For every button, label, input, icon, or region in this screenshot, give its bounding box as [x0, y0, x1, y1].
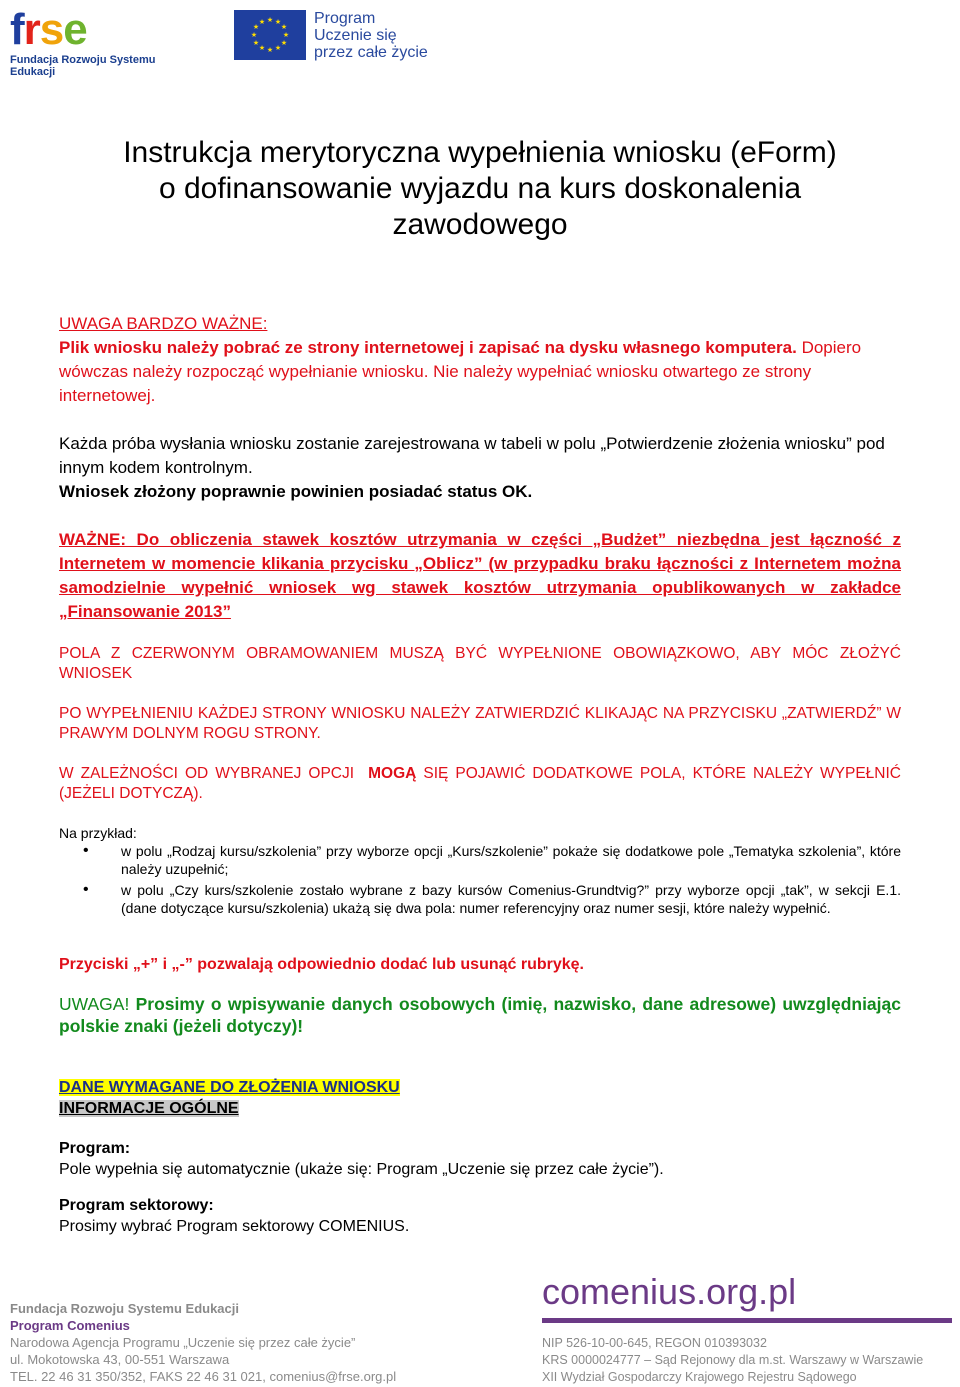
frse-letter-f: f [10, 5, 24, 54]
list-item-text: w polu „Rodzaj kursu/szkolenia” przy wyborze opcji „Kurs/szkolenie” pokaże się dodatkowe pole „Tematyka szkolenia”, które należy uzupełnić; [121, 843, 901, 877]
optional-fields-note [59, 764, 901, 804]
footer-agency: Narodowa Agencja Programu „Uczenie się przez całe życie” [10, 1335, 356, 1350]
footer-court: XII Wydział Gospodarczy Krajowego Rejestru Sądowego [542, 1370, 857, 1384]
title-line: zawodowego [392, 208, 568, 241]
svg-text:★: ★ [280, 23, 288, 31]
title-line: Instrukcja merytoryczna wypełnienia wniosku (eForm) [123, 136, 837, 169]
frse-letter-s: s [39, 5, 64, 54]
status-text: Wniosek złożony poprawnie powinien posiadać status OK. [59, 482, 533, 501]
program-logo-line: Program [314, 10, 376, 27]
warning-bold-text: Plik wniosku należy pobrać ze strony internetowej i zapisać na dysku własnego komputera. [59, 338, 797, 357]
required-data-heading: DANE WYMAGANE DO ZŁOŻENIA WNIOSKU [59, 1079, 400, 1096]
warning-normal-text: Dopiero wówczas należy rozpocząć wypełnianie wniosku. Nie należy wypełniać wniosku otwartego ze strony internetowej. [59, 338, 862, 405]
frse-caption: Fundacja Rozwoju Systemu Edukacji [10, 54, 156, 78]
svg-text:★: ★ [258, 18, 266, 26]
required-fields-note: POLA Z CZERWONYM OBRAMOWANIEM MUSZĄ BYĆ WYPEŁNIONE OBOWIĄZKOWO, ABY MÓC ZŁOŻYĆ WNIOSEK [59, 645, 901, 682]
svg-text:★: ★ [282, 31, 290, 39]
frse-letter-e: e [63, 5, 87, 54]
lifelong-learning-logo [234, 10, 444, 64]
bullet-icon: • [83, 842, 89, 859]
confirm-note: PO WYPEŁNIENIU KAŻDEJ STRONY WNIOSKU NALEŻY ZATWIERDZIĆ KLIKAJĄC NA PRZYCISKU „ZATWIERDŹ” W PRAWYM DOLNYM ROGU STRONY. [59, 705, 901, 742]
warning-heading: UWAGA BARDZO WAŻNE: [59, 314, 268, 333]
list-item [59, 842, 901, 878]
example-intro: Na przykład: [59, 825, 137, 841]
optional-bold: MOGĄ [368, 765, 417, 782]
uwaga-label: UWAGA! [59, 994, 130, 1014]
frse-logo-letters [10, 5, 170, 54]
section-headings [59, 1077, 901, 1119]
bullet-icon: • [83, 881, 89, 898]
footer-contact: TEL. 22 46 31 350/352, FAKS 22 46 31 021, comenius@frse.org.pl [10, 1369, 397, 1384]
title-line: o dofinansowanie wyjazdu na kurs doskonalenia [158, 172, 802, 205]
svg-text:★: ★ [266, 16, 274, 24]
optional-post: SIĘ POJAWIĆ DODATKOWE POLA, KTÓRE NALEŻY WYPEŁNIĆ (JEŻELI DOTYCZĄ). [59, 765, 901, 802]
svg-text:★: ★ [274, 18, 282, 26]
program-logo-text [314, 10, 428, 61]
program-logo-line: Uczenie się [314, 27, 397, 44]
svg-text:★: ★ [274, 44, 282, 52]
important-notice: WAŻNE: Do obliczenia stawek kosztów utrzymania w części „Budżet” niezbędna jest łączność z Internetem w momencie klikania przycisku „Oblicz” (w przypadku braku łączności z Internetem można samodzielnie wypełnić wniosek wg stawek kosztów utrzymania opublikowanych w zakładce „Finansowanie 2013” [59, 530, 901, 621]
footer-street: ul. Mokotowska 43, 00-551 Warszawa [10, 1352, 230, 1367]
svg-text:★: ★ [280, 39, 288, 47]
warning-text [59, 336, 901, 408]
record-paragraph [59, 432, 901, 504]
svg-text:★: ★ [252, 39, 260, 47]
svg-text:★: ★ [258, 44, 266, 52]
eu-flag-icon [234, 10, 306, 60]
program-field [59, 1138, 901, 1180]
footer-program-name: Program Comenius [10, 1318, 130, 1333]
sector-text: Prosimy wybrać Program sektorowy COMENIUS. [59, 1218, 410, 1235]
svg-text:★: ★ [266, 46, 274, 54]
list-item-text: w polu „Czy kurs/szkolenie zostało wybrane z bazy kursów Comenius-Grundtvig?” przy wyborze opcji „tak”, w sekcji E.1. (dane dotyczące kursu/szkolenia) ukażą się dwa pola: numer referencyjny oraz numer sesji, które należy wypełnić. [121, 882, 901, 916]
svg-text:★: ★ [252, 23, 260, 31]
footer-krs: KRS 0000024777 – Sąd Rejonowy dla m.st. Warszawy w Warszawie [542, 1353, 924, 1367]
list-item [59, 881, 901, 917]
optional-pre: W ZALEŻNOŚCI OD WYBRANEJ OPCJI [59, 765, 355, 782]
program-label: Program: [59, 1140, 131, 1157]
general-info-heading: INFORMACJE OGÓLNE [59, 1100, 239, 1117]
warning-block [59, 312, 901, 408]
program-text: Pole wypełnia się automatycznie (ukaże się: Program „Uczenie się przez całe życie”). [59, 1161, 664, 1178]
svg-text:★: ★ [250, 31, 258, 39]
personal-data-note [59, 993, 901, 1037]
footer-org-name: Fundacja Rozwoju Systemu Edukacji [10, 1301, 239, 1316]
program-logo-line: przez całe życie [314, 44, 428, 61]
sector-label: Program sektorowy: [59, 1197, 214, 1214]
comenius-url: comenius.org.pl [542, 1271, 797, 1312]
record-text: Każda próba wysłania wniosku zostanie zarejestrowana w tabeli w polu „Potwierdzenie złożenia wniosku” pod innym kodem kontrolnym. [59, 434, 885, 477]
footer-nip: NIP 526-10-00-645, REGON 010393032 [542, 1336, 767, 1350]
sector-field [59, 1195, 901, 1237]
example-list [59, 842, 901, 920]
footer-registry [542, 1272, 952, 1386]
uwaga-text: Prosimy o wpisywanie danych osobowych (imię, nazwisko, dane adresowe) uwzględniając polskie znaki (jeżeli dotyczy)! [59, 994, 901, 1036]
footer-divider [542, 1318, 952, 1323]
footer-address [10, 1300, 470, 1385]
buttons-note: Przyciski „+” i „-” pozwalają odpowiednio dodać lub usunąć rubrykę. [59, 956, 584, 973]
frse-logo [10, 5, 170, 78]
frse-letter-r: r [23, 5, 40, 54]
document-title [60, 135, 900, 243]
